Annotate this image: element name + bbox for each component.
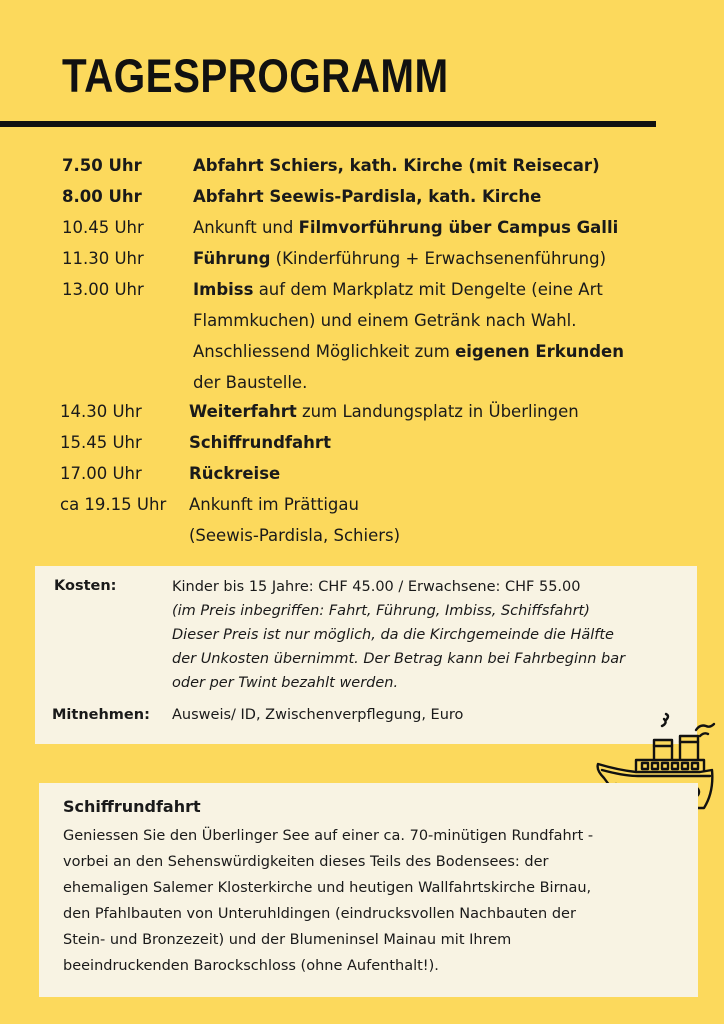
title-divider [0,121,656,127]
kosten-note: Dieser Preis ist nur möglich, da die Kirchgemeinde die Hälfte [172,627,614,643]
schedule-desc: Ankunft und Filmvorführung über Campus Galli [193,218,619,237]
schedule-time: 7.50 Uhr [62,156,142,175]
kosten-note: der Unkosten übernimmt. Der Betrag kann bei Fahrbeginn bar [172,651,626,667]
schedule-desc: Rückreise [189,464,281,483]
schedule-desc: Führung (Kinderführung + Erwachsenenführung) [193,249,607,268]
schedule-desc: Schiffrundfahrt [189,433,331,452]
info-line: Stein- und Bronzezeit) und der Blumeninsel Mainau mit Ihrem [63,932,512,948]
schiffrundfahrt-box [39,783,698,997]
schedule-time: 11.30 Uhr [62,249,144,268]
schedule-desc: Weiterfahrt zum Landungsplatz in Überlingen [189,402,579,421]
info-line: Geniessen Sie den Überlinger See auf einer ca. 70-minütigen Rundfahrt - [63,828,594,844]
info-line: den Pfahlbauten von Unteruhldingen (eindrucksvollen Nachbauten der [63,906,576,922]
schedule-desc: Abfahrt Seewis-Pardisla, kath. Kirche [193,187,542,206]
page-title: TAGESPROGRAMM [62,49,449,102]
mitnehmen-label: Mitnehmen: [52,707,150,723]
mitnehmen-value: Ausweis/ ID, Zwischenverpflegung, Euro [172,707,464,723]
info-line: beeindruckenden Barockschloss (ohne Aufenthalt!). [63,958,439,974]
info-title: Schiffrundfahrt [63,797,201,816]
schedule-time: 8.00 Uhr [62,187,142,206]
kosten-note: oder per Twint bezahlt werden. [172,675,399,691]
kosten-label: Kosten: [54,578,117,594]
kosten-prices: Kinder bis 15 Jahre: CHF 45.00 / Erwachsene: CHF 55.00 [172,579,581,595]
schedule-time: 17.00 Uhr [60,464,142,483]
schedule-time: 14.30 Uhr [60,402,142,421]
schedule-time: ca 19.15 Uhr [60,495,167,514]
schedule-time: 13.00 Uhr [62,280,144,299]
schedule-desc: Abfahrt Schiers, kath. Kirche (mit Reisecar) [193,156,600,175]
info-line: ehemaligen Salemer Klosterkirche und heutigen Wallfahrtskirche Birnau, [63,880,592,896]
schedule-desc: Imbiss auf dem Markplatz mit Dengelte (eine Art [193,280,603,299]
kosten-included: (im Preis inbegriffen: Fahrt, Führung, Imbiss, Schiffsfahrt) [172,603,590,619]
schedule-time: 15.45 Uhr [60,433,142,452]
schedule-desc: Ankunft im Prättigau [189,495,359,514]
schedule-time: 10.45 Uhr [62,218,144,237]
info-line: vorbei an den Sehenswürdigkeiten dieses Teils des Bodensees: der [63,854,549,870]
